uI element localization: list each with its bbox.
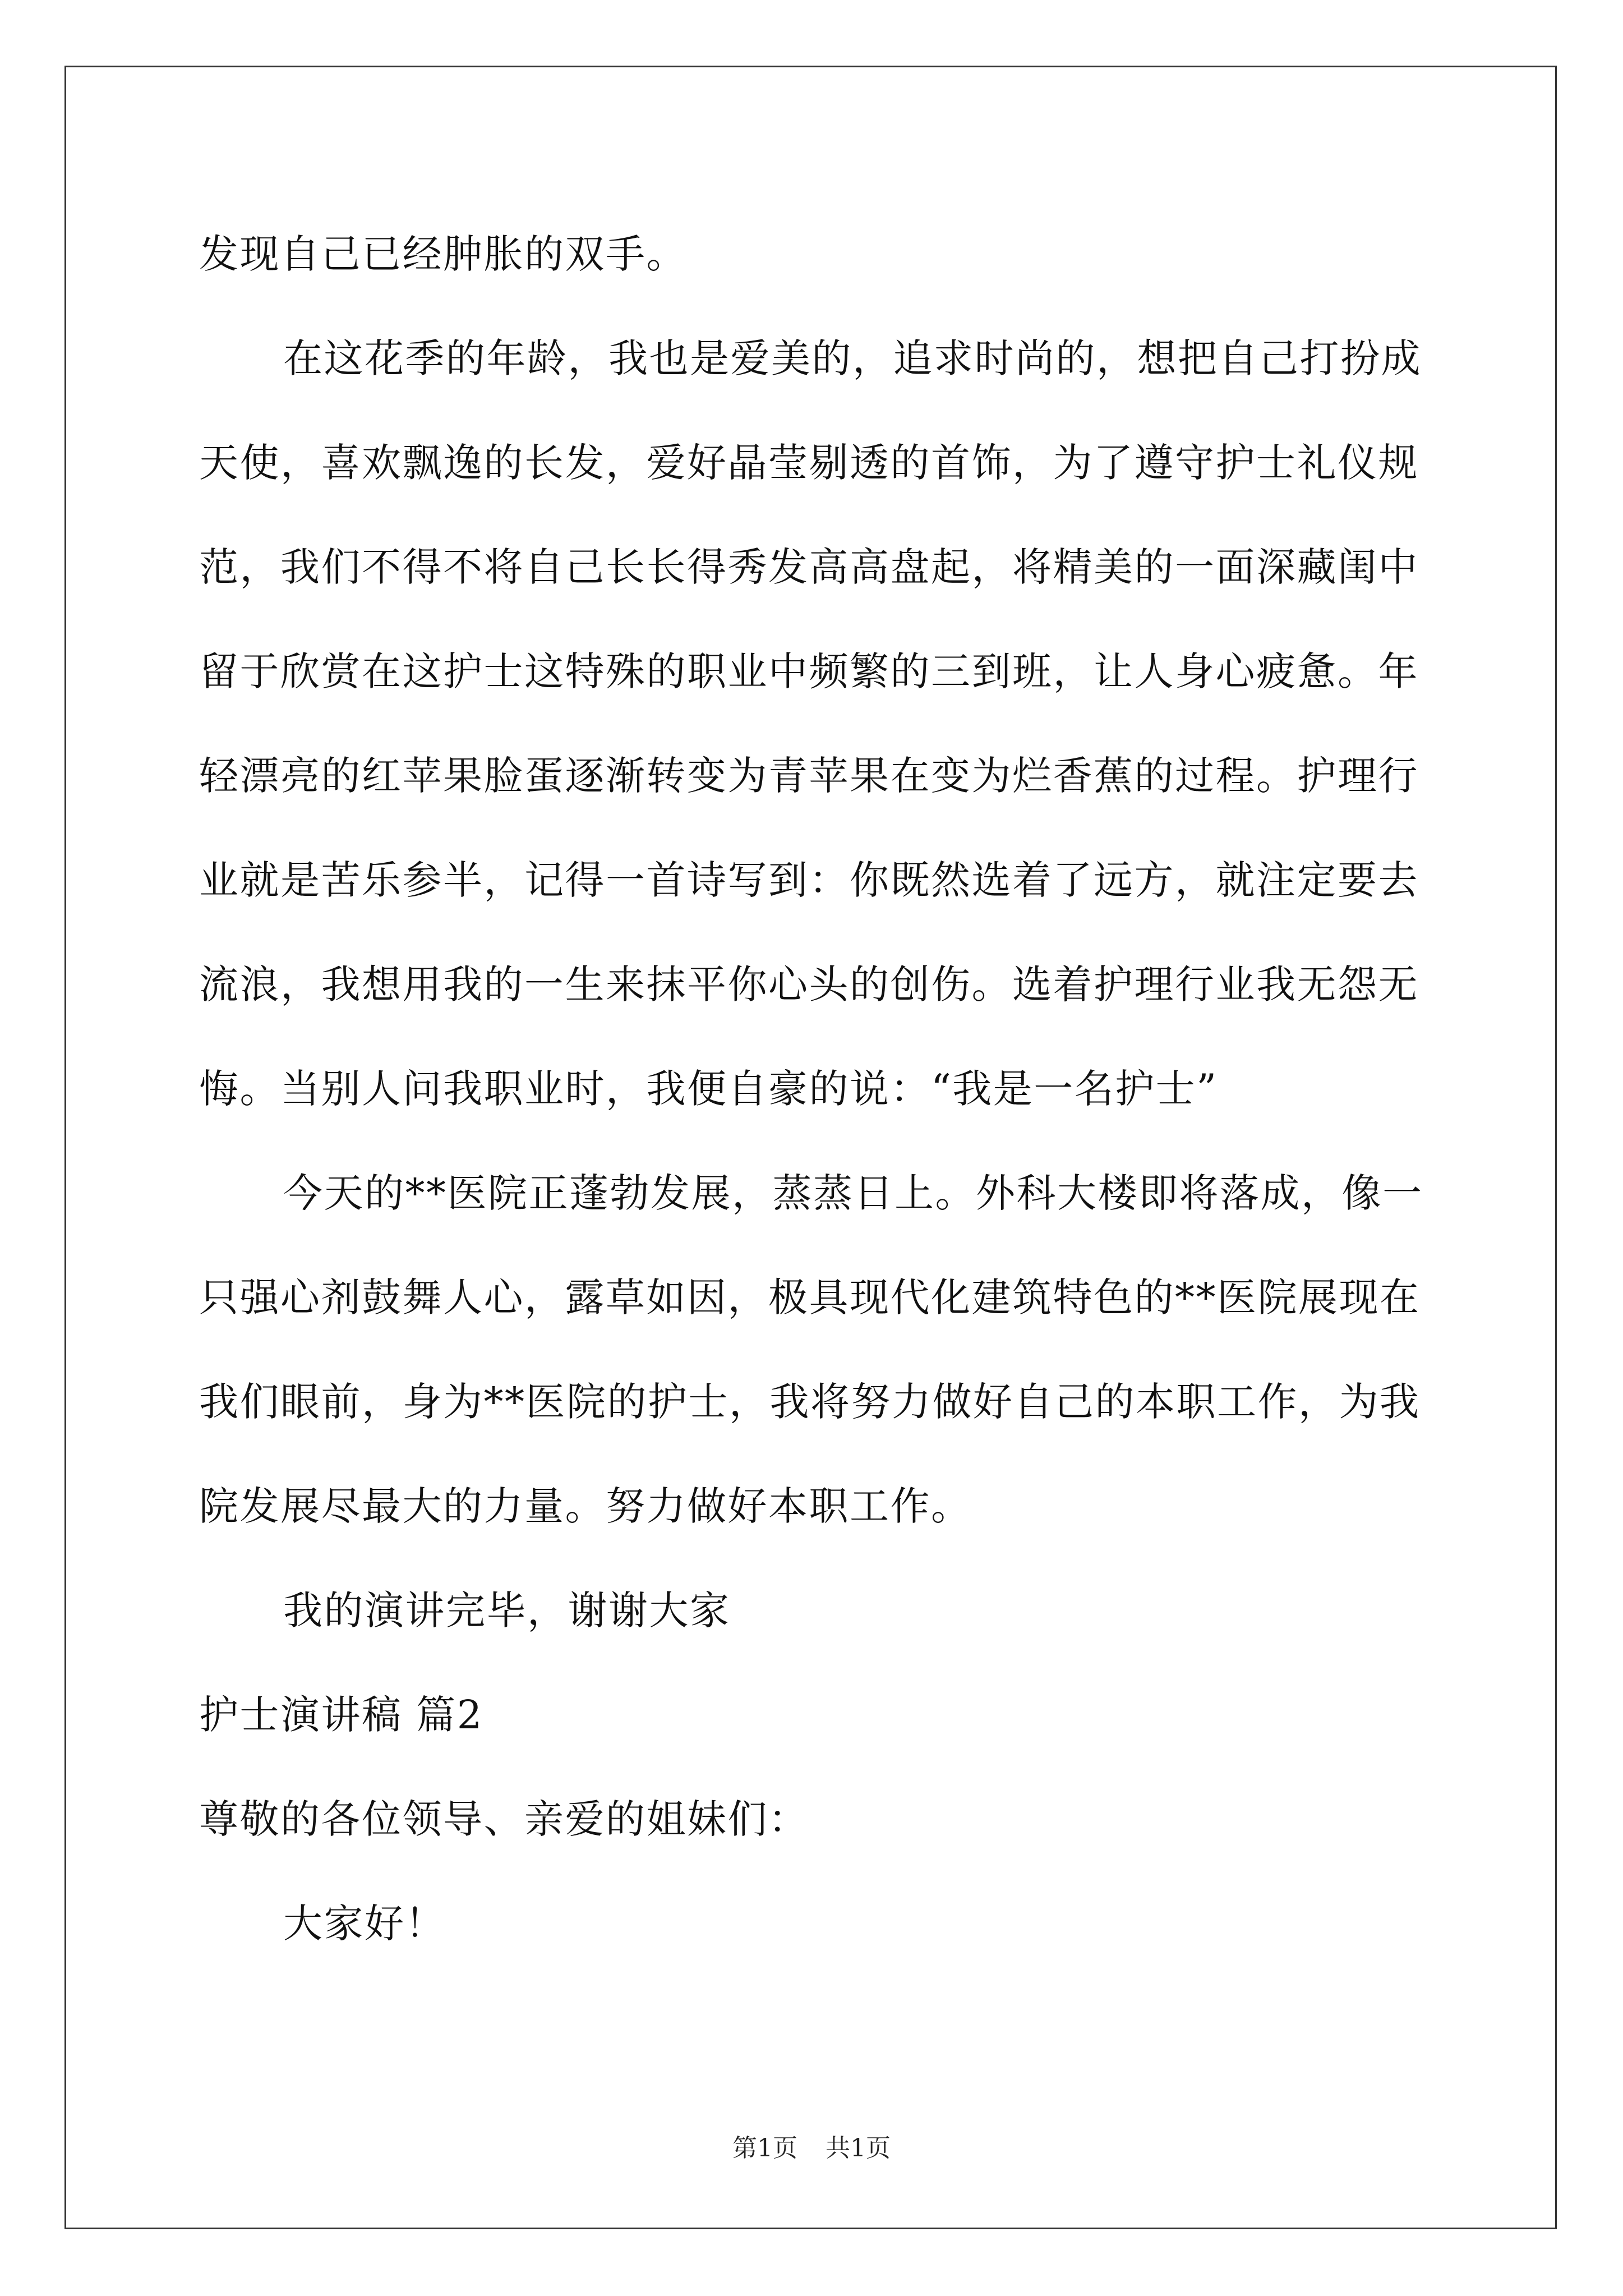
closing-line: 我的演讲完毕，谢谢大家: [283, 1588, 731, 1634]
page-footer: [0, 2132, 1623, 2165]
page-number: 第1页: [732, 2134, 797, 2162]
salutation-line: 尊敬的各位领导、亲爱的姐妹们：: [199, 1796, 809, 1842]
document-body: [199, 202, 1427, 1976]
paragraph-line: 我们眼前，身为**医院的护士，我将努力做好自己的本职工作，为我: [199, 1379, 1421, 1425]
paragraph-line: 天使，喜欢飘逸的长发，爱好晶莹剔透的首饰，为了遵守护士礼仪规: [199, 440, 1419, 486]
paragraph-line: 悔。当别人问我职业时，我便自豪的说：“我是一名护士”: [199, 1066, 1218, 1112]
paragraph-line: 只强心剂鼓舞人心，露草如因，极具现代化建筑特色的**医院展现在: [199, 1274, 1421, 1320]
paragraph-line: 发现自己已经肿胀的双手。: [199, 231, 687, 277]
paragraph-line: 在这花季的年龄，我也是爱美的，追求时尚的，想把自己打扮成: [283, 335, 1422, 381]
section-heading: 护士演讲稿 篇2: [199, 1692, 483, 1738]
paragraph-line: 轻漂亮的红苹果脸蛋逐渐转变为青苹果在变为烂香蕉的过程。护理行: [199, 753, 1419, 799]
paragraph-line: 留于欣赏在这护士这特殊的职业中频繁的三到班，让人身心疲惫。年: [199, 648, 1419, 694]
paragraph-line: 业就是苦乐参半，记得一首诗写到：你既然选着了远方，就注定要去: [199, 857, 1419, 903]
greeting-line: 大家好！: [283, 1901, 446, 1947]
paragraph-line: 今天的**医院正蓬勃发展，蒸蒸日上。外科大楼即将落成，像一: [283, 1170, 1423, 1216]
paragraph-line: 范，我们不得不将自己长长得秀发高高盘起，将精美的一面深藏闺中: [199, 544, 1419, 590]
total-pages: 共1页: [826, 2134, 891, 2162]
paragraph-line: 院发展尽最大的力量。努力做好本职工作。: [199, 1483, 972, 1529]
paragraph-line: 流浪，我想用我的一生来抹平你心头的创伤。选着护理行业我无怨无: [199, 961, 1419, 1007]
